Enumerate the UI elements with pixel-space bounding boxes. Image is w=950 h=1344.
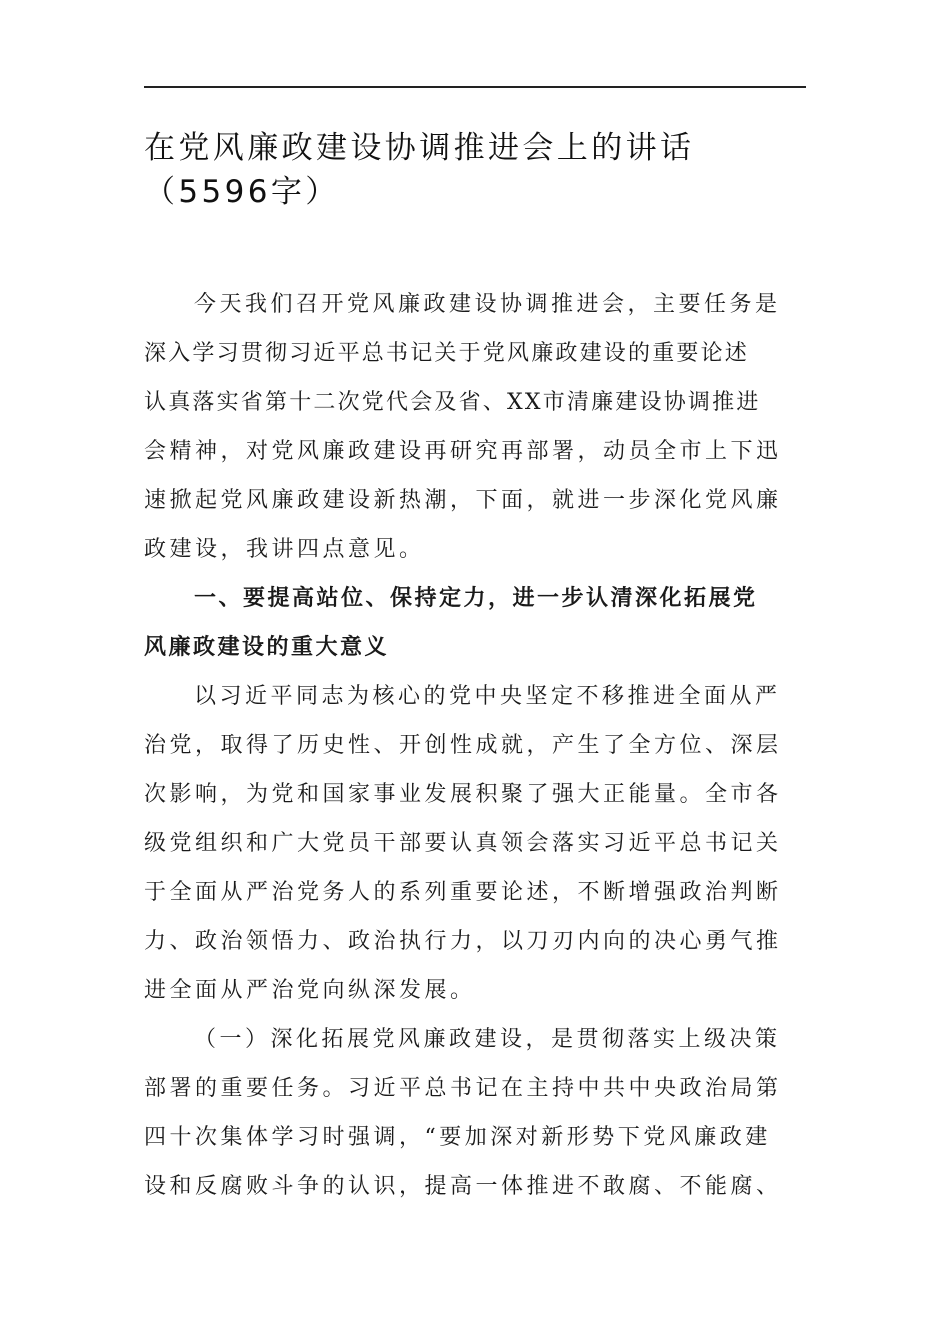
title-line-2: （5596字） — [144, 174, 340, 210]
body-line: 深入学习贯彻习近平总书记关于党风廉政建设的重要论述 — [144, 341, 750, 366]
body-line: 治党，取得了历史性、开创性成就，产生了全方位、深层 — [144, 733, 782, 758]
body-line: 会精神，对党风廉政建设再研究再部署，动员全市上下迅 — [144, 439, 782, 464]
body-line: 认真落实省第十二次党代会及省、XX市清廉建设协调推进 — [144, 390, 761, 415]
body-line: 次影响，为党和国家事业发展积聚了强大正能量。全市各 — [144, 782, 782, 807]
section-heading-line: 一、要提高站位、保持定力，进一步认清深化拓展党 — [194, 586, 758, 611]
body-line: 力、政治领悟力、政治执行力，以刀刃内向的决心勇气推 — [144, 929, 782, 954]
body-line: 四十次集体学习时强调，“要加深对新形势下党风廉政建 — [144, 1125, 771, 1150]
body-line: 政建设，我讲四点意见。 — [144, 537, 425, 562]
body-line: 部署的重要任务。习近平总书记在主持中共中央政治局第 — [144, 1076, 782, 1101]
body-line: 于全面从严治党务人的系列重要论述，不断增强政治判断 — [144, 880, 782, 905]
body-line: 以习近平同志为核心的党中央坚定不移推进全面从严 — [194, 684, 781, 709]
body-line: 进全面从严治党向纵深发展。 — [144, 978, 476, 1003]
body-line: 设和反腐败斗争的认识，提高一体推进不敢腐、不能腐、 — [144, 1174, 782, 1199]
document-title — [144, 126, 824, 214]
title-line-1: 在党风廉政建设协调推进会上的讲话 — [144, 130, 695, 166]
subsection-line: （一）深化拓展党风廉政建设，是贯彻落实上级决策 — [194, 1027, 781, 1052]
body-line: 速掀起党风廉政建设新热潮，下面，就进一步深化党风廉 — [144, 488, 782, 513]
document-body — [144, 280, 806, 1211]
section-heading-line: 风廉政建设的重大意义 — [144, 635, 390, 660]
body-line: 级党组织和广大党员干部要认真领会落实习近平总书记关 — [144, 831, 782, 856]
header-rule — [144, 86, 806, 88]
body-line: 今天我们召开党风廉政建设协调推进会，主要任务是 — [194, 292, 781, 317]
